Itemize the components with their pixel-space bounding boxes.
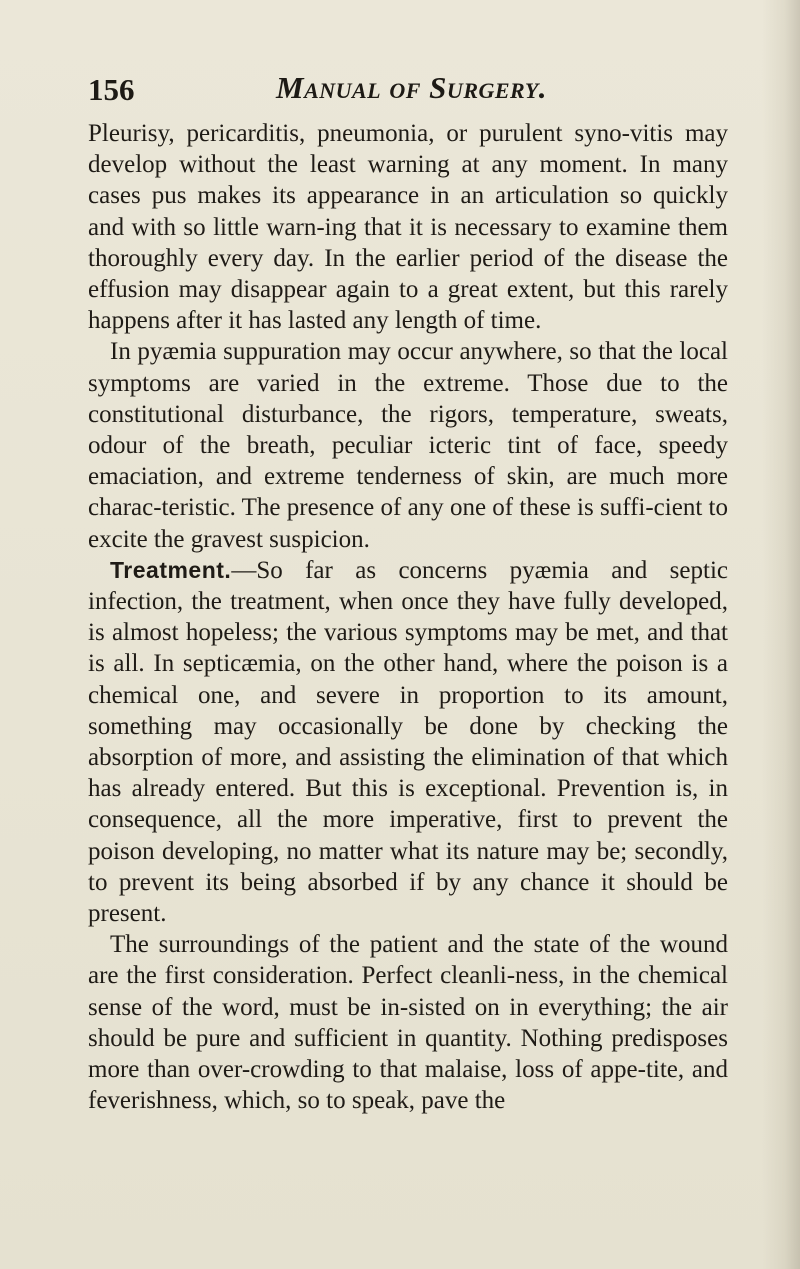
running-head-title <box>276 70 547 106</box>
treatment-heading: Treatment. <box>110 556 232 583</box>
paragraph-3-text: —So far as concerns pyæmia and septic infection, the treatment, when once they have fully developed, is almost hopeless; the various symptoms may be met, and that is all. In septicæmia, on the other hand, where the poison is a chemical one, and severe in proportion to its amount, something may occasionally be done by checking the absorption of more, and assisting the elimination of that which has already entered. But this is exceptional. Prevention is, in consequence, all the more imperative, first to prevent the poison developing, no matter what its nature may be; secondly, to prevent its being absorbed if by any chance it should be present. <box>88 556 728 928</box>
paragraph-4-text: The surroundings of the patient and the state of the wound are the first consideration. Perfect cleanli-ness, in the chemical sense of the word, must be in-sisted on in everything; the air should be pure and sufficient in quantity. Nothing predisposes more than over-crowding to that malaise, loss of appe-tite, and feverishness, which, so to speak, pave the <box>88 931 728 1115</box>
paragraph-3 <box>88 555 728 929</box>
paragraph-1-text: Pleurisy, pericarditis, pneumonia, or purulent syno-vitis may develop without the least warning at any moment. In many cases pus makes its appearance in an articulation so quickly and with so little warn-ing that it is necessary to examine them thoroughly every day. In the earlier period of the disease the effusion may disappear again to a great extent, but this rarely happens after it has lasted any length of time. <box>88 120 728 335</box>
paragraph-2-text: In pyæmia suppuration may occur anywhere, so that the local symptoms are varied in the extreme. Those due to the constitutional disturbance, the rigors, temperature, sweats, odour of the breath, peculiar icteric tint of face, speedy emaciation, and extreme tenderness of skin, are much more charac-teristic. The presence of any one of these is suffi-cient to excite the gravest suspicion. <box>88 338 728 553</box>
body-text <box>88 118 728 1117</box>
page-number: 156 <box>88 72 135 107</box>
page-header <box>88 70 728 114</box>
running-head-text: Manual of Surgery. <box>276 70 548 105</box>
paragraph-1 <box>88 118 728 336</box>
paragraph-4 <box>88 929 728 1116</box>
paragraph-2 <box>88 336 728 554</box>
page-spine-shadow <box>762 0 800 1269</box>
